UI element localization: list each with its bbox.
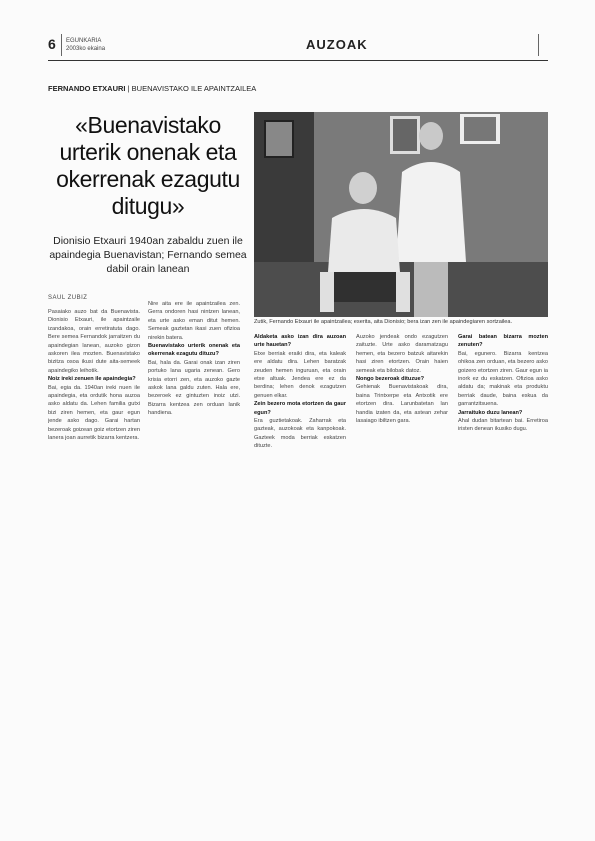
question-text: Zein bezero mota etortzen da gaur egun? (254, 401, 346, 416)
body-paragraph: Bai, egunero. Bizarra kentzea ohikoa zen orduan, eta bezero asko goizero etortzen ziren. Gaur egun ia inork ez du eskatzen. Ofizioa asko aldatu da; makinak eta produktu berriak daude, baina eskua da garrantzitsuena. (458, 350, 548, 408)
article-column (254, 333, 346, 570)
byline (48, 84, 308, 93)
header-divider-right (538, 34, 539, 56)
publication-info (66, 37, 105, 53)
body-paragraph: Nire aita ere ile apaintzailea zen. Gerra ondoren hasi nintzen lanean, eta urte asko eman ditut hemen. Semeak gaztetan ikasi zuen ofizioa nirekin batera. (148, 301, 240, 341)
publication-date: 2003ko ekaina (66, 46, 106, 52)
header-divider (61, 34, 62, 56)
body-paragraph: Ahal dudan bitartean bai. Erretiroa iristen denean ikusiko dugu. (458, 418, 548, 433)
page-number: 6 (48, 36, 56, 52)
body-paragraph: Auzoko jendeak ondo ezagutzen zaituzte. Urte asko daramatzagu hemen, eta bezero batzuk aitarekin hasi ziren etortzen. Orain haien semeak eta bilobak datoz. (356, 334, 448, 374)
question-text: Noiz ireki zenuen ile apaindegia? (48, 376, 136, 383)
body-paragraph: Etxe berriak eraiki dira, eta kaleak ere aldatu dira. Lehen baratzak zeuden hemen inguruan, eta orain etxe altuak. Jendea ere ez da berdina; lehen denok ezagutzen genuen elkar. (254, 350, 346, 399)
page-header (48, 32, 548, 61)
question-text: Nongo bezeroak dituzue? (356, 376, 425, 383)
question-text: Jarraituko duzu lanean? (458, 409, 523, 416)
article-column (148, 300, 240, 570)
photo-illustration (254, 112, 548, 317)
author-credit: SAUL ZUBIZ (48, 295, 88, 301)
byline-role: BUENAVISTAKO ILE APAINTZAILEA (131, 84, 257, 93)
byline-name: FERNANDO ETXAURI (48, 84, 126, 93)
body-paragraph: Bai, egia da. 1940an ireki nuen ile apaindegia, eta ordutik hona auzoa asko aldatu da. Lehen familia gutxi bizi ziren hemen, eta gaur egun jende asko dago. Garai hartan bezeroak goizean goiz etortzen ziren lanera joan aurretik bizarra kentzera. (48, 384, 140, 442)
question-text: Garai batean bizarra mozten zenuten? (458, 334, 548, 349)
article-column (458, 333, 548, 570)
body-paragraph: Pasaiako auzo bat da Buenavista. Dionisio Etxauri, ile apaintzaile izandakoa, orain erretiratuta dago. Bere semea Fernandok jarraitzen du apaindegian lanean, auzoko gizon askoren ilea mozten. Buenavistako bizitza osoa ikusi dute aita-semeek apaindegiko leihotik. (48, 309, 140, 374)
body-paragraph: Gehienak Buenavistakoak dira, baina Trintxerpe eta Antxotik ere etortzen dira. Larunbatetan lan handia izaten da, eta astean zehar lasaiago ibiltzen gara. (356, 384, 448, 425)
subtitle: Dionisio Etxauri 1940an zabaldu zuen ile apaindegia Buenavistan; Fernando semea dabil orain lanean (49, 235, 247, 275)
byline-separator: | (127, 84, 132, 93)
section-title: AUZOAK (306, 37, 368, 52)
body-paragraph: Era guztietakoak. Zaharrak eta gazteak, auzokoak eta kanpokoak. Gazteek moda berriak eskatzen dituzte. (254, 418, 346, 450)
article-column (356, 333, 448, 570)
question-text: Buenavistako urterik onenak eta okerrenak ezagutu dituzu? (148, 343, 240, 358)
body-paragraph: Bai, hala da. Garai onak izan ziren portuko lana ugaria zenean. Gero krisia etorri zen, eta auzoko gazte askok lana galdu zuten. Hala ere, bezeroek ez gintuzten inoiz utzi. Bizarra kentzea zen orduan lanik handiena. (148, 359, 240, 417)
publication-name: EGUNKARIA (66, 38, 102, 44)
headline: «Buenavistako urterik onenak eta okerrenak ezagutu ditugu» (56, 112, 240, 219)
question-text: Aldaketa asko izan dira auzoan urte hauetan? (254, 334, 346, 349)
article-column (48, 308, 140, 570)
photo-caption: Zutik, Fernando Etxauri ile apaintzailea; eserita, aita Dionisio; bera izan zen ile apaindegiaren sortzailea. (254, 319, 513, 325)
article-photo (254, 112, 548, 317)
